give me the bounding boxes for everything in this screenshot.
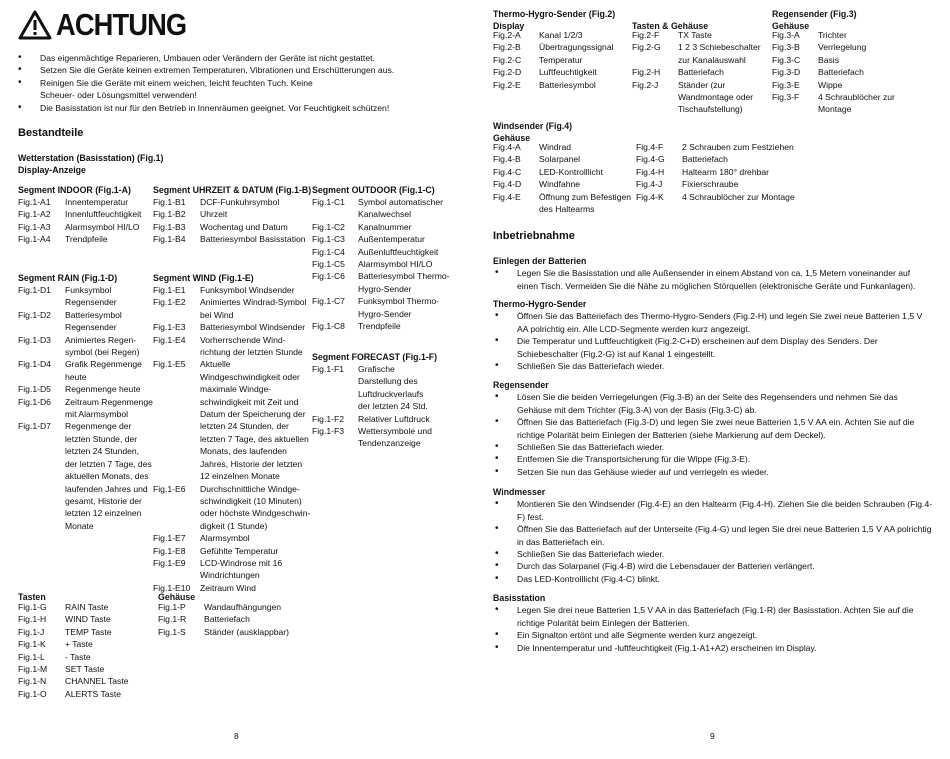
table-row [636,166,821,178]
einlegen-section [493,255,933,292]
table-row [636,153,821,165]
table-row [312,270,452,295]
fig-description: Wippe [818,79,843,90]
wind-table [153,284,313,594]
thermo-display-table [493,29,633,91]
fig-ref: Fig.1-E6 [153,483,186,494]
fig-ref: Fig.2-D [493,67,522,78]
table-row [636,178,821,190]
table-row [18,309,153,334]
page-number: 8 [234,731,239,741]
list-item: • Lösen Sie die beiden Verriegelungen (Fig.3-B) an der Seite des Regensenders und nehmen Sie das Gehäuse mit dem Trichter (Fig.3-A) von der Basis (Fig.3-C) ab. [493,391,933,416]
windmesser-list [493,498,933,585]
table-row [18,358,153,383]
table-row [18,688,153,700]
fig-description: Alarmsymbol HI/LO [358,259,433,270]
table-row [772,29,917,41]
table-row [493,191,633,216]
list-item: • Öffnen Sie das Batteriefach des Thermo-Hygro-Senders (Fig.2-H) und legen Sie zwei neue Batterien 1,5 V AA polrichtig ein. Alle LCD-Segmente werden kurz angezeigt. [493,310,933,335]
windsender-table-right [636,141,821,203]
fig-description: Luftfeuchtigkeit [539,67,597,78]
fig-description: Trichter [818,30,847,40]
fig-description: Außenluftfeuchtigkeit [358,246,439,257]
list-item: • Legen Sie die Basisstation und alle Außensender in einem Abstand von ca. 1,5 Metern voneinander auf einen Tisch. Vermeiden Sie die Nähe zu möglichen Störquellen (elektronische Geräte und Funkanlagen). [493,267,933,292]
table-row [18,601,153,613]
table-row [18,626,153,638]
fig-description: Solarpanel [539,154,581,165]
thermo-sender-list [493,310,933,372]
warning-title [18,8,204,42]
table-row [158,613,308,625]
fig-ref: Fig.1-P [158,602,186,612]
fig-ref: Fig.1-F1 [312,364,344,374]
fig-description: Wandaufhängungen [204,602,282,612]
rain-table [18,284,153,532]
inbetriebnahme-heading: Inbetriebnahme [493,230,575,242]
fig-ref: Fig.1-D4 [18,359,51,370]
table-row [632,66,772,78]
fig-ref: Fig.4-A [493,142,521,152]
fig-ref: Fig.1-C6 [312,271,345,282]
fig-ref: Fig.1-E2 [153,297,186,308]
table-row [18,663,153,675]
fig-ref: Fig.2-C [493,54,522,65]
table-row [493,79,633,91]
table-row [18,208,152,220]
fig-ref: Fig.1-E3 [153,322,186,333]
windsender-table-left [493,141,633,215]
fig-description: Übertragungssignal [539,42,614,53]
fig-description: LCD-Windrose mit 16 Windrichtungen [200,557,283,581]
fig-ref: Fig.4-D [493,179,522,190]
fig-description: TX Taste [678,30,712,40]
list-item: • Legen Sie drei neue Batterien 1,5 V AA in das Batteriefach (Fig.1-R) der Basisstation. Achten Sie auf die richtige Polarität beim Einlegen der Batterien. [493,604,933,629]
fig-description: LED-Kontrolllicht [539,166,603,177]
forecast-table [312,363,437,450]
table-row [153,233,313,245]
fig-ref: Fig.1-S [158,626,186,637]
fig-ref: Fig.1-D5 [18,384,51,395]
list-item: • Das LED-Kontrolllicht (Fig.4-C) blinkt. [493,573,933,585]
fig-ref: Fig.1-N [18,676,47,687]
regen-heading: Regensender (Fig.3) [772,9,857,19]
tasten-table [18,601,153,700]
fig-ref: Fig.2-F [632,30,660,40]
table-row [312,246,452,258]
fig-ref: Fig.1-H [18,614,47,625]
fig-description: Temperatur [539,54,583,65]
fig-description: Relativer Luftdruck [358,413,430,424]
fig-ref: Fig.2-G [632,42,661,53]
table-row [153,221,313,233]
fig-ref: Fig.1-C1 [312,197,345,207]
fig-description: 4 Schraublöcher zur Montage [818,92,895,115]
gehaeuse-heading: Gehäuse [158,592,196,602]
fig-description: Windrad [539,142,571,152]
list-item: • Entfernen Sie die Transportsicherung für die Wippe (Fig.3-E). [493,453,933,465]
list-item: • Öffnen Sie das Batteriefach (Fig.3-D) und legen Sie zwei neue Batterien 1,5 V AA ein. Achten Sie auf die richtige Polarität beim Einlegen der Batterien (siehe Markierung auf dem Deckel). [493,416,933,441]
fig-ref: Fig.3-C [772,54,801,65]
table-row [153,557,313,582]
table-row [632,79,772,116]
fig-description: Kanal 1/2/3 [539,30,583,40]
gehaeuse-table [158,601,308,638]
fig-ref: Fig.1-E1 [153,285,186,295]
table-row [493,29,633,41]
table-row [493,153,633,165]
fig-ref: Fig.4-K [636,191,664,202]
fig-ref: Fig.1-E7 [153,533,186,544]
table-row [632,29,772,41]
fig-description: Vorherrschende Wind-richtung der letzten Stunde [200,334,303,358]
fig-ref: Fig.1-C5 [312,259,345,270]
table-row [153,545,313,557]
einlegen-heading: Einlegen der Batterien [493,256,587,266]
fig-description: Fixierschraube [682,179,739,190]
table-row [153,358,313,482]
table-row [493,66,633,78]
fig-ref: Fig.1-B3 [153,221,186,232]
fig-ref: Fig.1-J [18,626,45,637]
fig-description: 4 Schraublöcher zur Montage [682,191,795,202]
fig-ref: Fig.1-K [18,639,46,650]
fig-ref: Fig.1-A3 [18,221,51,232]
table-row [18,221,152,233]
fig-description: Animiertes Regen-symbol (bei Regen) [65,334,140,358]
table-row [493,178,633,190]
fig-description: 1 2 3 Schiebeschalter zur Kanalauswahl [678,42,761,65]
table-row [153,208,313,220]
fig-ref: Fig.1-C7 [312,296,345,307]
right-page [475,0,950,759]
table-row [312,196,452,221]
fig-ref: Fig.3-E [772,79,800,90]
fig-ref: Fig.2-H [632,67,661,78]
basisstation-list [493,604,933,654]
table-row [153,284,313,296]
fig-description: Wochentag und Datum [200,221,288,232]
list-item: • Montieren Sie den Windsender (Fig.4-E) an den Haltearm (Fig.4-H). Ziehen Sie die beiden Schrauben (Fig.4-F) fest. [493,498,933,523]
fig-ref: Fig.3-D [772,67,801,78]
list-item: • Durch das Solarpanel (Fig.4-B) wird die Lebensdauer der Batterien verlängert. [493,560,933,572]
fig-description: Batteriesymbol [539,79,596,90]
fig-ref: Fig.2-B [493,42,521,53]
table-row [18,420,153,532]
indoor-heading: Segment INDOOR (Fig.1-A) [18,185,131,195]
table-row [493,54,633,66]
table-row [493,141,633,153]
fig-description: Trendpfeile [358,321,401,332]
list-item: • Die Innentemperatur und -luftfeuchtigkeit (Fig.1-A1+A2) erscheinen im Display. [493,642,933,654]
fig-ref: Fig.1-D6 [18,396,51,407]
outdoor-table [312,196,452,332]
fig-ref: Fig.2-J [632,79,659,90]
fig-ref: Fig.1-E4 [153,334,186,345]
table-row [312,258,452,270]
fig-description: Grafische Darstellung des Luftdruckverlaufs der letzten 24 Std. [358,364,428,412]
table-row [18,233,152,245]
fig-description: Außentemperatur [358,234,425,245]
fig-ref: Fig.1-A4 [18,234,51,245]
table-row [153,196,313,208]
fig-ref: Fig.1-E10 [153,582,191,593]
fig-ref: Fig.1-C2 [312,221,345,232]
thermo-display-heading: Display [493,21,525,31]
fig-description: Windfahne [539,179,581,190]
fig-description: CHANNEL Taste [65,676,129,687]
list-item: • Setzen Sie nun das Gehäuse wieder auf und verriegeln es wieder. [493,466,933,478]
regen-gehaeuse-heading: Gehäuse [772,21,810,31]
regensender-section [493,379,933,478]
fig-description: Regenmenge der letzten Stunde, der letzten 24 Stunden, der letzten 7 Tage, des aktuellen Monats, des laufenden Jahres und gesamt, Historie der letzten 12 einzelnen Monate [65,421,152,531]
windsender-gehaeuse-heading: Gehäuse [493,133,531,143]
fig-description: Zeitraum Wind [200,582,256,593]
fig-ref: Fig.1-A1 [18,197,51,207]
fig-ref: Fig.3-A [772,30,800,40]
table-row [153,532,313,544]
fig-description: Ständer (ausklappbar) [204,626,290,637]
table-row [153,321,313,333]
fig-ref: Fig.1-L [18,651,45,662]
table-row [153,483,313,533]
fig-description: Zeitraum Regenmenge mit Alarmsymbol [65,396,153,420]
table-row [18,196,152,208]
wetterstation-heading: Wetterstation (Basisstation) (Fig.1) [18,153,164,163]
fig-description: WIND Taste [65,614,111,625]
fig-description: Alarmsymbol [200,533,250,544]
table-row [772,66,917,78]
fig-description: Batteriefach [818,67,864,78]
fig-ref: Fig.1-D2 [18,309,51,320]
fig-description: Batteriefach [678,67,724,78]
fig-ref: Fig.4-C [493,166,522,177]
table-row [312,425,437,450]
table-row [18,675,153,687]
fig-description: ALERTS Taste [65,688,122,699]
table-row [312,295,452,320]
warning-list [18,52,458,114]
fig-ref: Fig.4-G [636,154,665,165]
display-anzeige-heading: Display-Anzeige [18,165,86,175]
fig-ref: Fig.1-C8 [312,321,345,332]
table-row [312,233,452,245]
fig-ref: Fig.1-E9 [153,557,186,568]
warning-triangle-icon [18,10,52,40]
thermo-heading: Thermo-Hygro-Sender (Fig.2) [493,9,616,19]
windmesser-section [493,486,933,585]
fig-description: RAIN Taste [65,602,109,612]
basisstation-heading: Basisstation [493,593,546,603]
fig-ref: Fig.4-J [636,179,663,190]
fig-description: Kanalnummer [358,221,412,232]
table-row [18,638,153,650]
fig-description: Funksymbol Windsender [200,285,295,295]
fig-ref: Fig.3-B [772,42,800,53]
fig-description: 2 Schrauben zum Festziehen [682,142,794,152]
indoor-table [18,196,152,246]
fig-description: Batteriesymbol Windsender [200,322,306,333]
fig-description: Wettersymbole und Tendenzanzeige [358,426,432,449]
fig-description: Batteriefach [682,154,728,165]
fig-description: Batteriesymbol Thermo-Hygro-Sender [358,271,450,294]
fig-description: Aktuelle Windgeschwindigkeit oder maximale Windge-schwindigkeit mit Zeit und Datum der Speicherung der letzten 24 Stunden, der letzten 7 Tage, des aktuellen Monats, des laufenden Jahres, Historie der letzten 12 einzelnen Monate [200,359,309,482]
thermo-tasten-heading: Tasten & Gehäuse [632,21,709,31]
fig-description: Trendpfeile [65,234,108,245]
thermo-tasten-table [632,29,772,116]
table-row [18,613,153,625]
fig-description: Animiertes Windrad-Symbol bei Wind [200,297,307,320]
list-item: • Schließen Sie das Batteriefach wieder. [493,360,933,372]
table-row [158,626,308,638]
fig-description: Batteriesymbol Regensender [65,309,122,333]
fig-ref: Fig.2-E [493,79,521,90]
regensender-heading: Regensender [493,380,549,390]
regen-table [772,29,917,116]
fig-description: Funksymbol Thermo-Hygro-Sender [358,296,440,319]
fig-description: Durchschnittliche Windge-schwindigkeit (10 Minuten) oder höchste Windgeschwin-digkeit (1 Stunde) [200,483,311,531]
table-row [18,383,153,395]
uhrzeit-heading: Segment UHRZEIT & DATUM (Fig.1-B) [153,185,312,195]
table-row [158,601,308,613]
table-row [772,91,917,116]
thermo-sender-section [493,298,933,372]
fig-description: Haltearm 180° drehbar [682,166,770,177]
fig-ref: Fig.4-E [493,191,521,202]
fig-description: + Taste [65,639,93,650]
fig-description: Gefühlte Temperatur [200,545,279,556]
fig-description: - Taste [65,651,91,662]
table-row [312,320,452,332]
fig-ref: Fig.1-E5 [153,359,186,370]
warning-item: • Reinigen Sie die Geräte mit einem weichen, leicht feuchten Tuch. Keine Scheuer- oder Lösungsmittel verwenden! [18,77,325,102]
fig-description: Grafik Regenmenge heute [65,359,142,382]
fig-description: SET Taste [65,664,105,675]
table-row [312,363,437,413]
fig-ref: Fig.1-F3 [312,426,344,437]
page-number: 9 [710,731,715,741]
fig-description: Ständer (zur Wandmontage oder Tischaufstellung) [678,79,754,115]
fig-ref: Fig.1-B2 [153,209,186,220]
table-row [312,413,437,425]
table-row [636,191,821,203]
fig-ref: Fig.1-O [18,688,47,699]
table-row [18,284,153,309]
fig-description: Öffnung zum Befestigen des Haltearms [539,191,632,215]
wind-heading: Segment WIND (Fig.1-E) [153,273,254,283]
fig-description: Innentemperatur [65,197,129,207]
table-row [632,41,772,66]
outdoor-heading: Segment OUTDOOR (Fig.1-C) [312,185,435,195]
warning-item: • Das eigenmächtige Reparieren, Umbauen oder Verändern der Geräte ist nicht gestattet. [18,52,458,64]
table-row [493,166,633,178]
fig-ref: Fig.1-D3 [18,334,51,345]
fig-ref: Fig.2-A [493,30,521,40]
fig-ref: Fig.4-B [493,154,521,165]
windmesser-heading: Windmesser [493,487,546,497]
rain-heading: Segment RAIN (Fig.1-D) [18,273,118,283]
list-item: • Die Temperatur und Luftfeuchtigkeit (Fig.2-C+D) erscheinen auf dem Display des Senders. Der Schiebeschalter (Fig.2-G) ist auf Kanal 1 eingestellt. [493,335,933,360]
fig-ref: Fig.4-F [636,142,664,152]
thermo-sender-heading: Thermo-Hygro-Sender [493,299,587,309]
table-row [636,141,821,153]
fig-ref: Fig.1-B1 [153,197,186,207]
table-row [772,79,917,91]
fig-ref: Fig.1-D7 [18,421,51,432]
fig-description: Alarmsymbol HI/LO [65,221,140,232]
fig-description: Basis [818,54,840,65]
fig-description: Batteriesymbol Basisstation [200,234,306,245]
fig-description: Funksymbol Regensender [65,285,117,308]
table-row [493,41,633,53]
fig-ref: Fig.1-B4 [153,234,186,245]
table-row [18,396,153,421]
achtung-heading: ACHTUNG [56,7,187,42]
warning-item: • Setzen Sie die Geräte keinen extremen Temperaturen, Vibrationen und Erschütterungen aus. [18,64,458,76]
fig-ref: Fig.3-F [772,92,800,103]
table-row [153,296,313,321]
fig-ref: Fig.1-R [158,614,187,625]
basisstation-section [493,592,933,654]
tasten-heading: Tasten [18,592,46,602]
list-item: • Öffnen Sie das Batteriefach auf der Unterseite (Fig.4-G) und legen Sie drei neue Batterien 1,5 V AA polrichtig in das Batteriefach ein. [493,523,933,548]
fig-description: Innenluftfeuchtigkeit [65,209,142,220]
fig-ref: Fig.1-E8 [153,545,186,556]
einlegen-list [493,267,933,292]
list-item: • Ein Signalton ertönt und alle Segmente werden kurz angezeigt. [493,629,933,641]
table-row [153,334,313,359]
regensender-list [493,391,933,478]
fig-description: Regenmenge heute [65,384,141,395]
list-item: • Schließen Sie das Batteriefach wieder. [493,548,933,560]
list-item: • Schließen Sie das Batteriefach wieder. [493,441,933,453]
fig-description: Uhrzeit [200,209,228,220]
table-row [18,651,153,663]
table-row [18,334,153,359]
windsender-heading: Windsender (Fig.4) [493,121,573,131]
table-row [772,41,917,53]
fig-ref: Fig.1-A2 [18,209,51,220]
table-row [312,221,452,233]
fig-ref: Fig.4-H [636,166,665,177]
table-row [772,54,917,66]
fig-ref: Fig.1-D1 [18,285,51,295]
warning-item: • Die Basisstation ist nur für den Betrieb in Innenräumen geeignet. Vor Feuchtigkeit schützen! [18,102,458,114]
fig-description: DCF-Funkuhrsymbol [200,197,280,207]
fig-description: Batteriefach [204,614,250,625]
fig-description: Symbol automatischer Kanalwechsel [358,197,444,220]
fig-ref: Fig.1-M [18,664,48,675]
fig-description: Verriegelung [818,42,867,53]
fig-ref: Fig.1-G [18,602,47,612]
fig-ref: Fig.1-F2 [312,413,344,424]
fig-ref: Fig.1-C4 [312,246,345,257]
forecast-heading: Segment FORECAST (Fig.1-F) [312,352,438,362]
fig-ref: Fig.1-C3 [312,234,345,245]
fig-description: TEMP Taste [65,626,112,637]
uhrzeit-table [153,196,313,246]
bestandteile-heading: Bestandteile [18,127,84,139]
